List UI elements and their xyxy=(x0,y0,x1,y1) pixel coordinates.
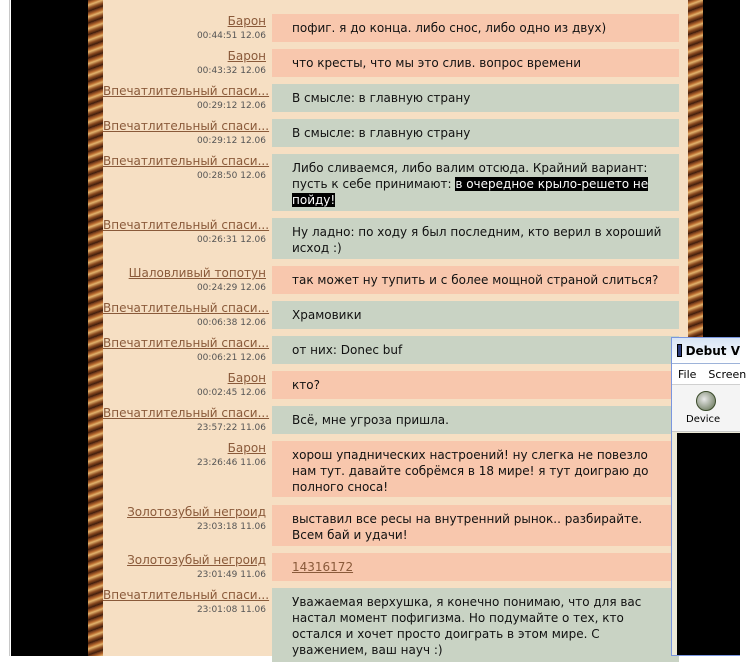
message-body xyxy=(272,154,679,211)
window-title-bar[interactable] xyxy=(672,338,740,364)
message-meta xyxy=(103,371,266,399)
message-time: 00:06:21 12.06 xyxy=(196,353,266,363)
chat-panel xyxy=(103,0,688,656)
message-meta xyxy=(103,218,270,246)
message-time: 23:26:46 11.06 xyxy=(196,458,266,468)
message-meta xyxy=(103,154,270,182)
message-time: 00:44:51 12.06 xyxy=(196,31,266,41)
message-text: Ну ладно: по ходу я был последним, кто верил в хороший исход :) xyxy=(272,218,679,259)
message-time: 23:01:08 11.06 xyxy=(196,605,266,615)
left-window-edge xyxy=(0,0,10,656)
left-rope-border xyxy=(88,0,103,656)
message-time: 23:57:22 11.06 xyxy=(196,423,266,433)
window-toolbar xyxy=(672,385,740,432)
webcam-icon xyxy=(696,391,716,411)
message-text: так может ну тупить и с более мощной страной слиться? xyxy=(272,266,679,294)
author-link[interactable]: Впечатлительный спаси... xyxy=(103,119,270,133)
message-link[interactable]: 14316172 xyxy=(292,560,354,574)
author-link[interactable]: Шаловливый топотун xyxy=(128,266,266,280)
message-time: 00:28:50 12.06 xyxy=(196,171,266,181)
message-text: Всё, мне угроза пришла. xyxy=(272,406,679,434)
author-link[interactable]: Барон xyxy=(227,371,266,385)
menu-screen[interactable]: Screen xyxy=(708,367,747,381)
message-text: В смысле: в главную страну xyxy=(272,119,679,147)
author-link[interactable]: Впечатлительный спаси... xyxy=(103,406,270,420)
message-text: выставил все ресы на внутренний рынок.. разбирайте. Всем бай и удачи! xyxy=(272,505,679,546)
message-body xyxy=(272,553,679,581)
message-text: кто? xyxy=(272,371,679,399)
message-time: 00:29:12 12.06 xyxy=(196,101,266,111)
author-link[interactable]: Барон xyxy=(227,14,266,28)
message-text: Уважаемая верхушка, я конечно понимаю, что для вас настал момент пофигизма. Но подумайте о тех, кто остался и хочет просто доиграть в этом мире. С уважением, ваш науч :) xyxy=(272,588,679,662)
message-text: хорош упаднических настроений! ну слегка не повезло нам тут. давайте собрёмся в 18 мире! я тут доиграю до полного сноса! xyxy=(272,441,679,497)
message-meta xyxy=(103,336,270,364)
message-meta xyxy=(103,119,270,147)
author-link[interactable]: Барон xyxy=(227,441,266,455)
message-meta xyxy=(103,588,270,616)
floppy-icon xyxy=(677,344,682,357)
device-label: Device xyxy=(686,414,721,425)
message-meta xyxy=(103,266,266,294)
author-link[interactable]: Впечатлительный спаси... xyxy=(103,154,270,168)
message-time: 00:43:32 12.06 xyxy=(196,66,266,76)
author-link[interactable]: Впечатлительный спаси... xyxy=(103,218,270,232)
message-meta xyxy=(103,505,266,533)
author-link[interactable]: Впечатлительный спаси... xyxy=(103,84,270,98)
message-text: В смысле: в главную страну xyxy=(272,84,679,112)
message-text: пофиг. я до конца. либо снос, либо одно из двух) xyxy=(272,14,679,42)
author-link[interactable]: Золотозубый негроид xyxy=(127,505,266,519)
message-text: от них: Donec buf xyxy=(272,336,679,364)
author-link[interactable]: Золотозубый негроид xyxy=(127,553,266,567)
message-meta xyxy=(103,84,270,112)
message-time: 00:29:12 12.06 xyxy=(196,136,266,146)
author-link[interactable]: Впечатлительный спаси... xyxy=(103,588,270,602)
author-link[interactable]: Впечатлительный спаси... xyxy=(103,336,270,350)
message-time: 00:24:29 12.06 xyxy=(196,283,266,293)
debut-window xyxy=(671,337,747,656)
message-meta xyxy=(103,49,266,77)
message-text: Храмовики xyxy=(272,301,679,329)
message-text: Либо сливаемся, либо валим отсюда. Крайний вариант: пусть к себе принимают: xyxy=(292,161,648,191)
author-link[interactable]: Барон xyxy=(227,49,266,63)
message-meta xyxy=(103,553,266,581)
message-time: 00:06:38 12.06 xyxy=(196,318,266,328)
window-title: Debut V xyxy=(685,343,740,358)
preview-screen xyxy=(677,433,740,655)
message-meta xyxy=(103,301,270,329)
message-meta xyxy=(103,406,270,434)
message-time: 00:26:31 12.06 xyxy=(196,235,266,245)
message-meta xyxy=(103,14,266,42)
author-link[interactable]: Впечатлительный спаси... xyxy=(103,301,270,315)
message-meta xyxy=(103,441,266,469)
message-time: 00:02:45 12.06 xyxy=(196,388,266,398)
message-time: 23:01:49 11.06 xyxy=(196,570,266,580)
highlighted-text: в очередное крыло-решето не пойду! xyxy=(292,177,649,207)
message-text: что кресты, что мы это слив. вопрос времени xyxy=(272,49,679,77)
menu-file[interactable]: File xyxy=(678,367,697,381)
message-time: 23:03:18 11.06 xyxy=(196,522,266,532)
window-menu-bar xyxy=(672,364,747,385)
